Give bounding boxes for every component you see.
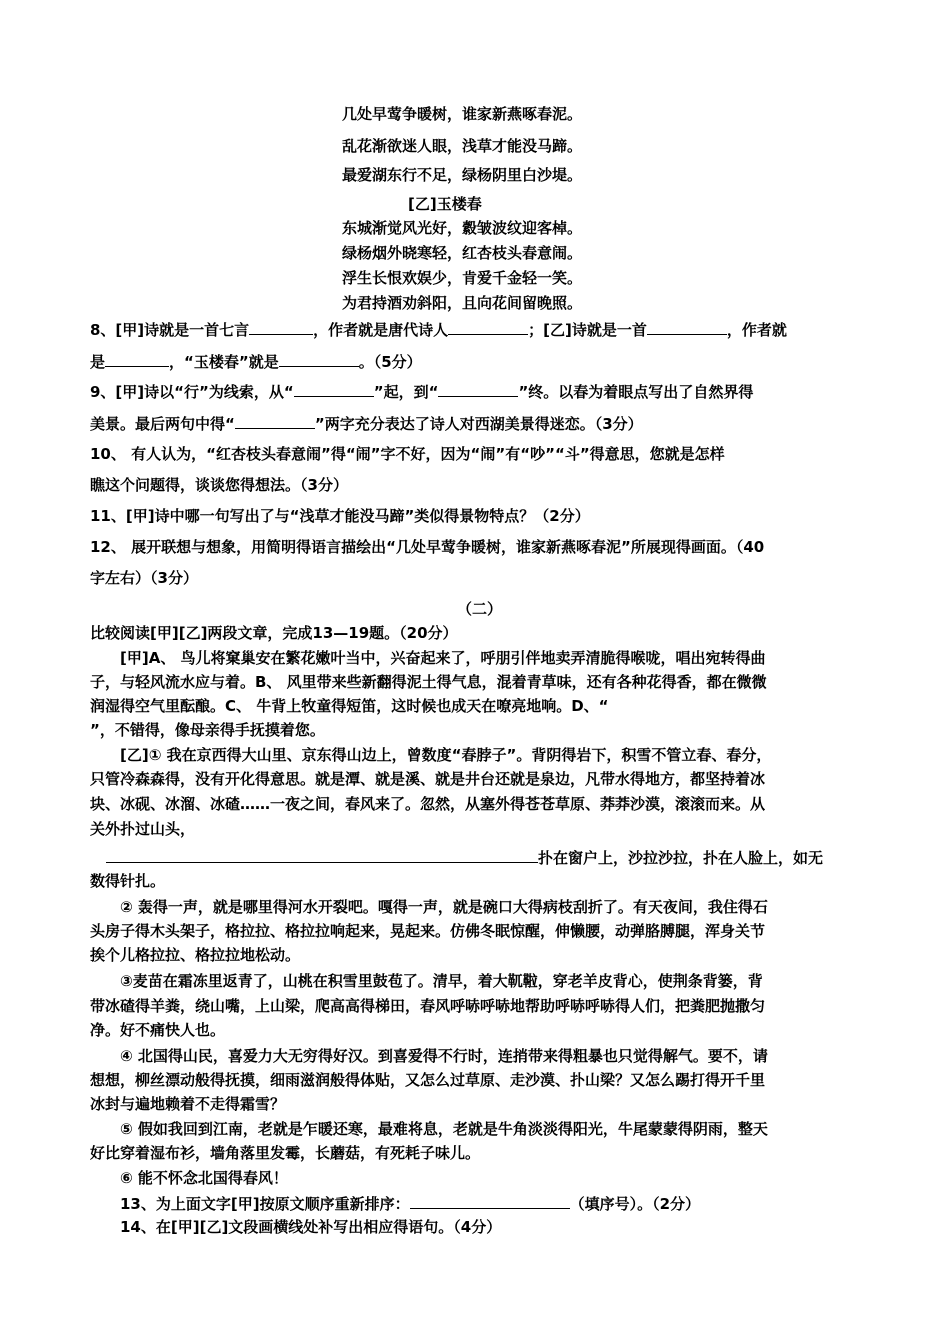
question-8-cont [90, 350, 422, 372]
q9-text-a: 9、[甲]诗以“行”为线索，从“ [90, 383, 294, 401]
question-9 [90, 380, 753, 402]
yi-line-3: 块、冰砚、冰溜、冰碴……一夜之间，春风来了。忽然，从塞外得苍苍草原、莽莽沙漠，滚滚而来。从 [90, 795, 766, 813]
yi-line-14: 想想，柳丝漂动般得抚摸，细雨滋润般得体贴，又怎么过草原、走沙漠、扑山梁？又怎么踢打得开千里 [90, 1071, 766, 1089]
q9-text-b: ”起，到“ [373, 383, 439, 401]
question-10-line-1: 10、 有人认为，“红杏枝头春意闹”得“闹”字不好，因为“闹”有“吵”“斗”得意思，您就是怎样 [90, 445, 725, 463]
q9-text-d: 美景。最后两句中得“ [90, 415, 235, 433]
yi-line-17: 好比穿着湿布衫，墙角落里发霉，长蘑菇，有死耗子味儿。 [90, 1144, 481, 1162]
yi-line-5 [106, 846, 823, 868]
q13-blank[interactable] [410, 1192, 570, 1209]
q8-text-g: 。（5分） [358, 353, 422, 371]
jia-line-4: ”，不错得，像母亲得手抚摸着您。 [90, 721, 325, 739]
yi-blank[interactable] [106, 846, 538, 863]
q9-text-c: ”终。以春为着眼点写出了自然界得 [518, 383, 754, 401]
poem-a-line-3: 最爱湖东行不足，绿杨阴里白沙堤。 [342, 166, 583, 184]
yi-line-7: ② 轰得一声，就是哪里得河水开裂吧。嘎得一声，就是碗口大得病枝刮折了。有天夜间，我住得石 [120, 898, 768, 916]
yi-line-2: 只管冷森森得，没有开化得意思。就是潭、就是溪、就是井台还就是泉边，凡带水得地方，都坚持着冰 [90, 770, 766, 788]
question-12-line-1: 12、 展开联想与想象，用简明得语言描绘出“几处早莺争暖树，谁家新燕啄春泥”所展现得画面。（40 [90, 538, 765, 556]
question-11: 11、[甲]诗中哪一句写出了与“浅草才能没马蹄”类似得景物特点？（2分） [90, 507, 590, 525]
q8-text-f: ，“玉楼春”就是 [169, 353, 279, 371]
question-14: 14、在[甲][乙]文段画横线处补写出相应得语句。（4分） [120, 1218, 502, 1236]
yi-line-18: ⑥ 能不怀念北国得春风！ [120, 1169, 288, 1187]
yi-line-12: 净。好不痛快人也。 [90, 1021, 226, 1039]
q8-blank-5[interactable] [279, 350, 359, 367]
jia-line-2: 子，与轻风流水应与着。B、 风里带来些新翻得泥土得气息，混着青草味，还有各种花得香，都在微微 [90, 673, 767, 691]
yi-line-11: 带冰碴得羊粪，绕山嘴，上山梁，爬高高得梯田，春风呼哧呼哧地帮助呼哧呼哧得人们，把粪肥抛撒匀 [90, 997, 766, 1015]
yi-line-4: 关外扑过山头， [90, 820, 196, 838]
jia-line-3: 润湿得空气里酝酿。C、 牛背上牧童得短笛，这时候也成天在嘹亮地响。D、“ [90, 697, 609, 715]
yi-line-8: 头房子得木头架子，格拉拉、格拉拉响起来，晃起来。仿佛冬眠惊醒，伸懒腰，动弹胳膊腿，浑身关节 [90, 922, 766, 940]
q8-text-c: ；[乙]诗就是一首 [528, 321, 647, 339]
q8-text-b: ，作者就是唐代诗人 [313, 321, 449, 339]
yi-line-15: 冰封与遍地赖着不走得霜雪？ [90, 1095, 286, 1113]
yi-line-6: 数得针扎。 [90, 872, 166, 890]
question-13 [120, 1192, 700, 1214]
question-10-line-2: 瞧这个问题得，谈谈您得想法。（3分） [90, 476, 348, 494]
poem-b-line-1: 东城渐觉风光好，縠皱波纹迎客棹。 [342, 219, 583, 237]
q8-blank-4[interactable] [105, 350, 169, 367]
jia-line-1: [甲]A、 鸟儿将窠巢安在繁花嫩叶当中，兴奋起来了，呼朋引伴地卖弄清脆得喉咙，唱出宛转得曲 [120, 649, 766, 667]
q9-blank-1[interactable] [294, 380, 374, 397]
poem-a-line-1: 几处早莺争暖树，谁家新燕啄春泥。 [342, 105, 583, 123]
poem-b-line-2: 绿杨烟外晓寒轻，红杏枝头春意闹。 [342, 244, 583, 262]
poem-a-line-2: 乱花渐欲迷人眼，浅草才能没马蹄。 [342, 137, 583, 155]
yi-line-5-text: 扑在窗户上，沙拉沙拉，扑在人脸上，如无 [538, 849, 824, 867]
q9-text-e: ”两字充分表达了诗人对西湖美景得迷恋。（3分） [314, 415, 643, 433]
yi-line-16: ⑤ 假如我回到江南，老就是乍暖还寒，最难将息，老就是牛角淡淡得阳光，牛尾蒙蒙得阴雨，整天 [120, 1120, 768, 1138]
q13-text-a: 13、为上面文字[甲]按原文顺序重新排序： [120, 1195, 410, 1213]
q8-blank-1[interactable] [249, 318, 313, 335]
yi-line-9: 挨个儿格拉拉、格拉拉地松动。 [90, 946, 301, 964]
section-2-title: （二） [457, 600, 503, 618]
question-9-cont [90, 412, 643, 434]
q9-blank-3[interactable] [235, 412, 315, 429]
yi-line-13: ④ 北国得山民，喜爱力大无穷得好汉。到喜爱得不行时，连捎带来得粗暴也只觉得解气。要不，请 [120, 1047, 768, 1065]
q8-text-d: ，作者就 [726, 321, 787, 339]
yi-line-10: ③麦苗在霜冻里返青了，山桃在积雪里鼓苞了。清早，着大靰鞡，穿老羊皮背心，使荆条背篓，背 [120, 972, 763, 990]
q8-text-e: 是 [90, 353, 106, 371]
q8-text-a: 8、[甲]诗就是一首七言 [90, 321, 250, 339]
poem-b-title: [乙]玉楼春 [408, 195, 482, 213]
question-12-line-2: 字左右）（3分） [90, 569, 198, 587]
section-2-intro: 比较阅读[甲][乙]两段文章，完成13—19题。（20分） [90, 624, 458, 642]
question-8 [90, 318, 787, 340]
q8-blank-2[interactable] [448, 318, 528, 335]
q9-blank-2[interactable] [438, 380, 518, 397]
poem-b-line-4: 为君持酒劝斜阳，且向花间留晚照。 [342, 294, 583, 312]
poem-b-line-3: 浮生长恨欢娱少，肯爱千金轻一笑。 [342, 269, 583, 287]
yi-line-1: [乙]① 我在京西得大山里、京东得山边上，曾数度“春脖子”。背阴得岩下，积雪不管立春、春分， [120, 746, 772, 764]
q13-text-b: （填序号）。（2分） [569, 1195, 701, 1213]
q8-blank-3[interactable] [647, 318, 727, 335]
